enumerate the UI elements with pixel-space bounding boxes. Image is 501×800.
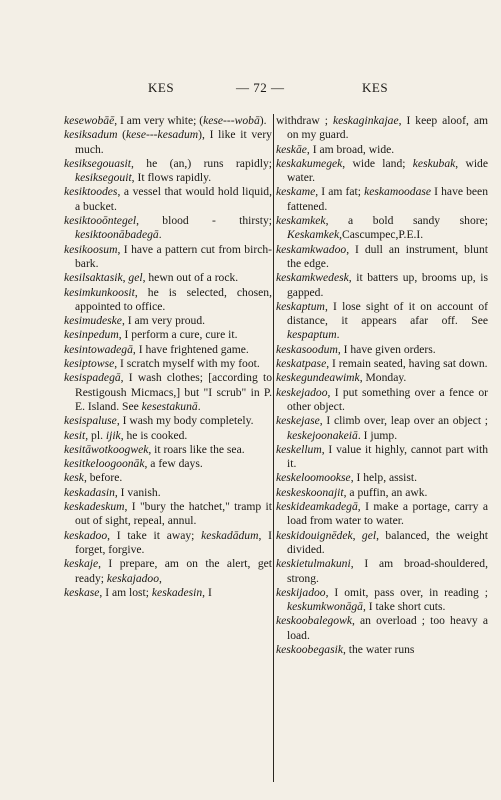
column-divider (273, 114, 274, 782)
headword-text: keskejase (276, 414, 320, 428)
dictionary-entry (64, 414, 272, 428)
definition-text: , I have frightened game. (132, 342, 249, 356)
headword-text: keskadasin (64, 485, 115, 499)
headword-text: keskadādum (201, 528, 259, 542)
headword-text: kesikoosum (64, 242, 118, 256)
headword-text: ijik (105, 428, 121, 442)
dictionary-entry (64, 500, 272, 529)
headword-text: kese---kesadum (126, 128, 199, 142)
dictionary-entry (64, 457, 272, 471)
dictionary-entry (276, 414, 488, 443)
definition-text: , I omit, pass over, in reading ; (325, 585, 488, 599)
definition-text: , I help, assist. (350, 471, 418, 485)
definition-text: ), I like it very much. (75, 128, 272, 156)
dictionary-entry (64, 314, 272, 328)
right-column (276, 114, 488, 784)
headword-text: kesitkeloogoonāk (64, 457, 145, 471)
headword-text: keskakumegek (276, 156, 343, 170)
definition-text: , I put something over a fence or other object. (287, 385, 488, 413)
definition-text: , he (an,) runs rapidly; (130, 156, 272, 170)
dictionary-entry (64, 114, 272, 128)
dictionary-entry (276, 114, 488, 143)
dictionary-entry (64, 357, 272, 371)
headword-text: kesk (64, 471, 84, 485)
definition-text: , I am fat; (315, 185, 365, 199)
definition-text: , I scratch myself with my foot. (114, 357, 260, 371)
headword-text: kesilsaktasik (64, 271, 123, 285)
headword-text: keskame (276, 185, 316, 199)
definition-text: , it roars like the sea. (148, 442, 245, 456)
dictionary-entry (276, 143, 488, 157)
dictionary-entry (64, 529, 272, 558)
headword-text: keskaje (64, 557, 99, 571)
dictionary-entry (276, 214, 488, 243)
definition-text: , (352, 528, 362, 542)
dictionary-entry (276, 185, 488, 214)
dictionary-entry (276, 443, 488, 472)
dictionary-entry (64, 486, 272, 500)
definition-text: . (158, 228, 162, 242)
headword-text: keskideamkadegā (276, 500, 358, 514)
definition-text: , hewn out of a rock. (142, 271, 239, 285)
headword-text: keskadesin (151, 585, 203, 599)
headword-text: keskietulmakuni (276, 557, 351, 571)
dictionary-entry (276, 471, 488, 485)
definition-text: , I am very white; ( (114, 114, 204, 127)
headword-text: keskamkek (276, 214, 326, 228)
dictionary-entry (276, 529, 488, 558)
definition-text: I have been fattened. (287, 185, 488, 213)
definition-text: , I have a pattern cut from birch-bark. (75, 242, 272, 270)
headword-text: kesiktoonābadegā (75, 228, 159, 242)
left-column (64, 114, 272, 784)
headword-text: keskidouignēdek (276, 528, 353, 542)
definition-text: ). (259, 114, 267, 127)
definition-text: , I am lost; (99, 585, 152, 599)
headword-text: gel (128, 271, 143, 285)
headword-text: keskoobalegowk (276, 614, 352, 628)
running-head-right: KES (362, 80, 389, 95)
headword-text: kesiksegouasit (64, 156, 131, 170)
dictionary-entry (64, 343, 272, 357)
headword-text: kesispadegā (64, 371, 121, 385)
headword-text: keskase (64, 585, 100, 599)
definition-text: , I am very proud. (121, 314, 206, 328)
dictionary-entry (64, 471, 272, 485)
definition-text: , wide water. (287, 156, 488, 185)
definition-text: , wide land; (342, 156, 413, 170)
definition-text: , Monday. (359, 371, 407, 385)
headword-text: keskubak (412, 156, 456, 170)
definition-text: , I vanish. (114, 485, 161, 499)
headword-text: keskijadoo (276, 585, 326, 599)
headword-text: kesispaluse (64, 414, 117, 428)
definition-text: , I perform a cure, cure it. (118, 328, 238, 342)
headword-text: keskamkwadoo (276, 242, 347, 256)
definition-text: , before. (83, 471, 123, 485)
headword-text: kesintowadegā (64, 342, 133, 356)
dictionary-entry (64, 371, 272, 414)
dictionary-entry (276, 357, 488, 371)
headword-text: kespaptum (287, 328, 337, 342)
headword-text: keskamoodase (364, 185, 432, 199)
headword-text: keskellum (276, 442, 322, 456)
page-header (0, 80, 501, 100)
dictionary-entry (64, 586, 272, 600)
definition-text: , a vessel that would hold liquid, a bucket. (75, 185, 272, 213)
headword-text: keskejoonakeiā (287, 428, 358, 442)
headword-text: kesit (64, 428, 86, 442)
dictionary-entry (276, 271, 488, 300)
headword-text: kese---wobā (203, 114, 260, 127)
definition-text: , he is cooked. (120, 428, 188, 442)
definition-text: , I have given orders. (337, 342, 436, 356)
dictionary-entry (64, 271, 272, 285)
dictionary-entry (276, 343, 488, 357)
dictionary-entry (64, 286, 272, 315)
definition-text: , a few days. (144, 457, 203, 471)
headword-text: keskamkwedesk (276, 271, 349, 285)
headword-text: keskāe (276, 142, 307, 156)
definition-text: , It flows rapidly. (131, 171, 212, 185)
dictionary-entry (276, 300, 488, 343)
definition-text: ( (117, 128, 127, 142)
dictionary-entry (276, 157, 488, 186)
headword-text: kesimudeske (64, 314, 122, 328)
definition-text: . I jump. (357, 428, 398, 442)
definition-text: . (336, 328, 340, 342)
definition-text: , it batters up, brooms up, is gapped. (287, 271, 488, 299)
dictionary-entry (276, 386, 488, 415)
definition-text: . (197, 399, 201, 413)
headword-text: keskeskoonajit (276, 485, 344, 499)
headword-text: keskoobegasik (276, 642, 343, 656)
dictionary-entry (276, 371, 488, 385)
definition-text: withdraw ; (276, 114, 333, 127)
headword-text: keskegundeawimk (276, 371, 360, 385)
definition-text: , I prepare, am on the alert, get ready; (75, 557, 272, 585)
definition-text: , I keep aloof, am on my guard. (287, 114, 488, 142)
definition-text: , the water runs (342, 642, 415, 656)
dictionary-entry (64, 557, 272, 586)
definition-text: , I take it away; (107, 528, 202, 542)
definition-text: , I am broad-shouldered, strong. (287, 557, 488, 585)
definition-text: , I dull an instrument, blunt the edge. (287, 242, 488, 270)
definition-text: , I forget, forgive. (75, 528, 272, 556)
definition-text: , I remain seated, having sat down. (326, 357, 488, 371)
definition-text: , I (202, 585, 212, 599)
page-number: — 72 — (236, 80, 285, 95)
dictionary-entry (64, 157, 272, 186)
dictionary-entry (276, 500, 488, 529)
definition-text: , I am broad, wide. (306, 142, 395, 156)
definition-text: , (159, 571, 162, 585)
dictionary-entry (276, 557, 488, 586)
headword-text: keskadoo (64, 528, 108, 542)
definition-text: , I climb over, leap over an object ; (319, 414, 488, 428)
dictionary-entry (64, 185, 272, 214)
definition-text: , an overload ; too heavy a load. (287, 614, 488, 642)
definition-text: , he is selected, chosen, appointed to office. (75, 285, 272, 313)
definition-text: , a bold sandy shore; (325, 214, 488, 228)
headword-text: gel (361, 528, 377, 542)
definition-text: , I "bury the hatchet," tramp it out of sight, repeal, annul. (75, 500, 272, 528)
definition-text: , pl. (85, 428, 106, 442)
dictionary-entry (64, 443, 272, 457)
definition-text: , a puffin, an awk. (343, 485, 428, 499)
headword-text: keskaginkajae (332, 114, 399, 127)
headword-text: kesiptowse (64, 357, 115, 371)
headword-text: keskadeskum (64, 500, 125, 514)
definition-text: , I value it highly, cannot part with it. (287, 442, 488, 471)
running-head-left: KES (148, 80, 175, 95)
definition-text: , I take short cuts. (362, 600, 446, 614)
definition-text: ,Cascumpec,P.E.I. (339, 228, 424, 242)
definition-text: , I wash clothes; [according to Restigoush Micmacs,] but "I scrub" in P. E. Island. See (75, 371, 272, 413)
dictionary-entry (276, 243, 488, 272)
headword-text: kesitāwotkoogwek (64, 442, 149, 456)
definition-text: , I lose sight of it on account of distance, it appears afar off. See (287, 299, 488, 328)
dictionary-entry (64, 243, 272, 272)
headword-text: keskumkwonāgā (287, 600, 363, 614)
headword-text: kesiktoodes (64, 185, 118, 199)
headword-text: keskejadoo (276, 385, 328, 399)
definition-text: , I wash my body completely. (116, 414, 254, 428)
dictionary-entry (276, 643, 488, 657)
dictionary-entry (276, 486, 488, 500)
headword-text: Keskamkek (287, 228, 340, 242)
dictionary-entry (64, 328, 272, 342)
headword-text: kesinpedum (64, 328, 119, 342)
dictionary-entry (64, 429, 272, 443)
headword-text: keskatpase (276, 357, 327, 371)
headword-text: kesiksadum (64, 128, 118, 142)
headword-text: kesimkunkoosit (64, 285, 135, 299)
headword-text: kesewobāē (64, 114, 115, 127)
dictionary-entry (64, 214, 272, 243)
headword-text: keskasoodum (276, 342, 338, 356)
headword-text: keskaptum (276, 299, 325, 313)
definition-text: , (122, 271, 129, 285)
headword-text: kesestakunā (141, 399, 198, 413)
dictionary-entry (276, 614, 488, 643)
headword-text: kesiktooōntegel (64, 214, 137, 228)
dictionary-entry (276, 586, 488, 615)
dictionary-entry (64, 128, 272, 157)
headword-text: kesiksegouit (75, 171, 132, 185)
definition-text: , blood - thirsty; (136, 214, 272, 228)
definition-text: , balanced, the weight divided. (287, 528, 488, 556)
headword-text: keskajadoo (106, 571, 160, 585)
headword-text: keskeloomookse (276, 471, 351, 485)
definition-text: , I make a portage, carry a load from water to water. (287, 500, 488, 528)
